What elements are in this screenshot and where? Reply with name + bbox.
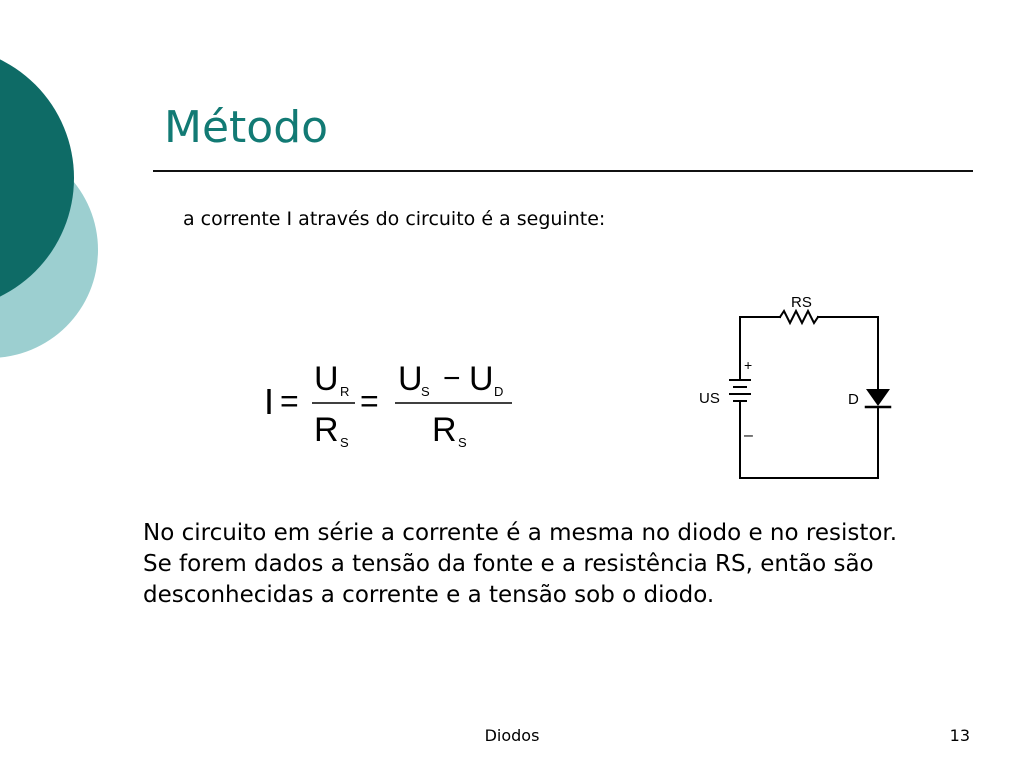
- page-number: 13: [949, 726, 970, 745]
- formula-equals-1: =: [280, 383, 299, 419]
- formula-num1-sub: R: [340, 384, 350, 399]
- intro-text: a corrente I através do circuito é a seguinte:: [183, 208, 606, 230]
- formula-den2-sub: S: [458, 435, 467, 450]
- diode-symbol: [866, 389, 890, 406]
- formula-num2-a-sub: S: [421, 384, 430, 399]
- diode-label: D: [848, 391, 859, 408]
- formula-minus: −: [443, 362, 461, 395]
- formula-num2-a: U: [398, 360, 423, 398]
- footer-title: Diodos: [484, 726, 540, 745]
- resistor-symbol: [780, 311, 818, 323]
- formula-num1: U: [314, 360, 339, 398]
- decorative-circles: [0, 0, 110, 410]
- slide-title: Método: [164, 102, 329, 153]
- resistor-label: RS: [791, 294, 812, 311]
- body-paragraph: No circuito em série a corrente é a mesma no diodo e no resistor. Se forem dados a tensão da fonte e a resistência RS, então são desconhecidas a corrente e a tensão sob o diodo.: [143, 520, 898, 608]
- formula-lhs: I: [264, 381, 275, 422]
- formula-equals-2: =: [360, 383, 379, 419]
- current-formula: [258, 352, 528, 462]
- source-plus-label: +: [744, 357, 753, 373]
- circuit-diagram: [690, 288, 900, 483]
- formula-den2: R: [432, 411, 457, 449]
- title-divider: [153, 170, 973, 172]
- formula-num2-b: U: [469, 360, 494, 398]
- formula-num2-b-sub: D: [494, 384, 504, 399]
- formula-den1-sub: S: [340, 435, 349, 450]
- source-minus-label: –: [744, 427, 753, 444]
- source-label: US: [699, 390, 720, 407]
- formula-den1: R: [314, 411, 339, 449]
